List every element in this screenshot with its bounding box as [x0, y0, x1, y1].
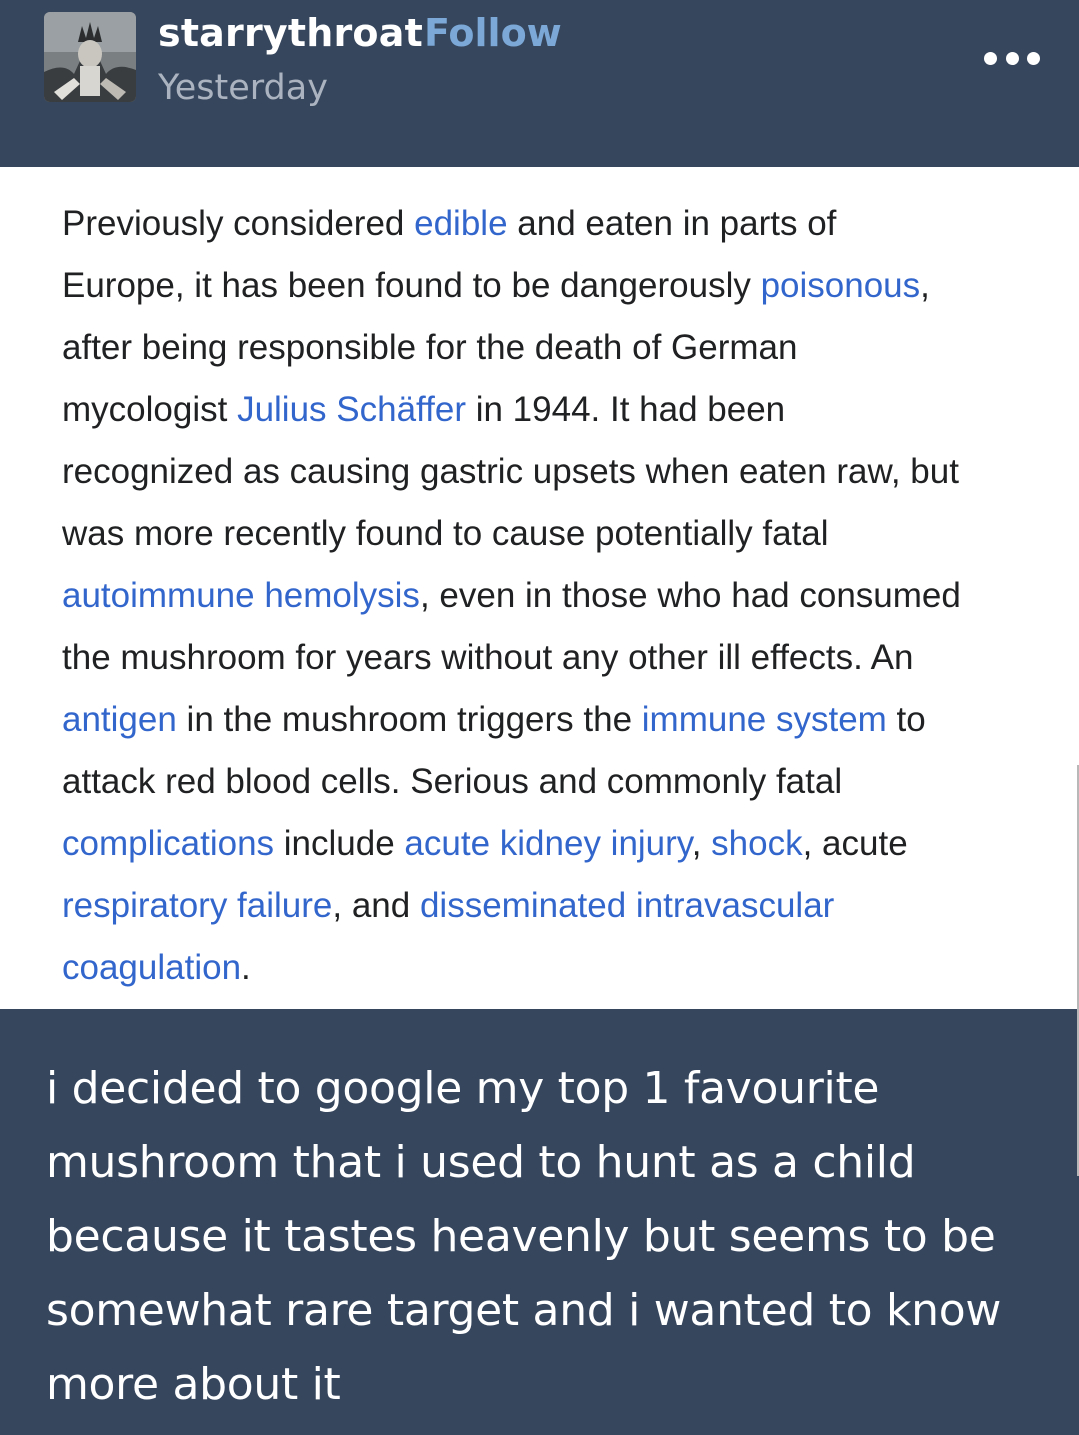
ellipsis-icon[interactable] — [984, 48, 1040, 68]
wikipedia-excerpt-image — [0, 167, 1079, 1009]
wiki-text: in 1944. It had been — [465, 390, 786, 429]
dot — [1027, 52, 1040, 65]
wiki-text: attack red blood cells. Serious and commonly fatal — [62, 762, 843, 801]
wiki-line — [62, 751, 1052, 813]
wiki-link[interactable]: coagulation — [62, 948, 242, 987]
caption-line: mushroom that i used to hunt as a child — [46, 1137, 916, 1188]
wiki-text: recognized as causing gastric upsets when eaten raw, but — [62, 452, 959, 491]
avatar[interactable] — [44, 12, 136, 102]
wiki-link[interactable]: edible — [414, 204, 508, 243]
wiki-text: in the mushroom triggers the — [176, 700, 642, 739]
wiki-link[interactable]: antigen — [62, 700, 177, 739]
dot — [984, 52, 997, 65]
wiki-link[interactable]: disseminated intravascular — [419, 886, 835, 925]
wiki-link[interactable]: acute kidney injury — [404, 824, 692, 863]
post-timestamp: Yesterday — [158, 68, 328, 108]
wiki-link[interactable]: autoimmune hemolysis — [62, 576, 420, 615]
wiki-text: . — [241, 948, 251, 987]
wiki-text: include — [274, 824, 405, 863]
wiki-line — [62, 813, 1052, 875]
wiki-line — [62, 875, 1052, 937]
wiki-line — [62, 503, 1052, 565]
wiki-line — [62, 441, 1052, 503]
dot — [1006, 52, 1019, 65]
wiki-text: Previously considered — [62, 204, 415, 243]
wiki-line — [62, 937, 1052, 999]
wiki-line — [62, 317, 1052, 379]
wiki-text: mycologist — [62, 390, 238, 429]
wiki-text: the mushroom for years without any other ill effects. An — [62, 638, 914, 677]
wiki-link[interactable]: respiratory failure — [62, 886, 333, 925]
wiki-text: and eaten in parts of — [507, 204, 837, 243]
wiki-paragraph — [62, 193, 1052, 999]
wiki-text: to — [886, 700, 926, 739]
wiki-text: , acute — [802, 824, 908, 863]
post-caption — [46, 1052, 1056, 1422]
follow-button[interactable]: Follow — [424, 11, 562, 55]
wiki-text: Europe, it has been found to be dangerously — [62, 266, 761, 305]
wiki-text: , — [920, 266, 930, 305]
wiki-text: , even in those who had consumed — [419, 576, 961, 615]
wiki-line — [62, 627, 1052, 689]
wiki-text: was more recently found to cause potentially fatal — [62, 514, 829, 553]
caption-line: somewhat rare target and i wanted to know — [46, 1285, 1002, 1336]
caption-line: i decided to google my top 1 favourite — [46, 1063, 880, 1114]
wiki-link[interactable]: Julius Schäffer — [237, 390, 466, 429]
wiki-text: , and — [332, 886, 420, 925]
wiki-line — [62, 565, 1052, 627]
wiki-link[interactable]: shock — [711, 824, 803, 863]
wiki-link[interactable]: complications — [62, 824, 275, 863]
wiki-link[interactable]: immune system — [641, 700, 887, 739]
wiki-text: , — [691, 824, 712, 863]
wiki-link[interactable]: poisonous — [760, 266, 921, 305]
wiki-line — [62, 689, 1052, 751]
post-header — [0, 0, 1079, 167]
caption-line: because it tastes heavenly but seems to be — [46, 1211, 996, 1262]
blog-name[interactable]: starrythroat — [158, 11, 423, 55]
wiki-line — [62, 193, 1052, 255]
wiki-line — [62, 255, 1052, 317]
caption-line: more about it — [46, 1359, 341, 1410]
wiki-text: after being responsible for the death of German — [62, 328, 798, 367]
wiki-line — [62, 379, 1052, 441]
